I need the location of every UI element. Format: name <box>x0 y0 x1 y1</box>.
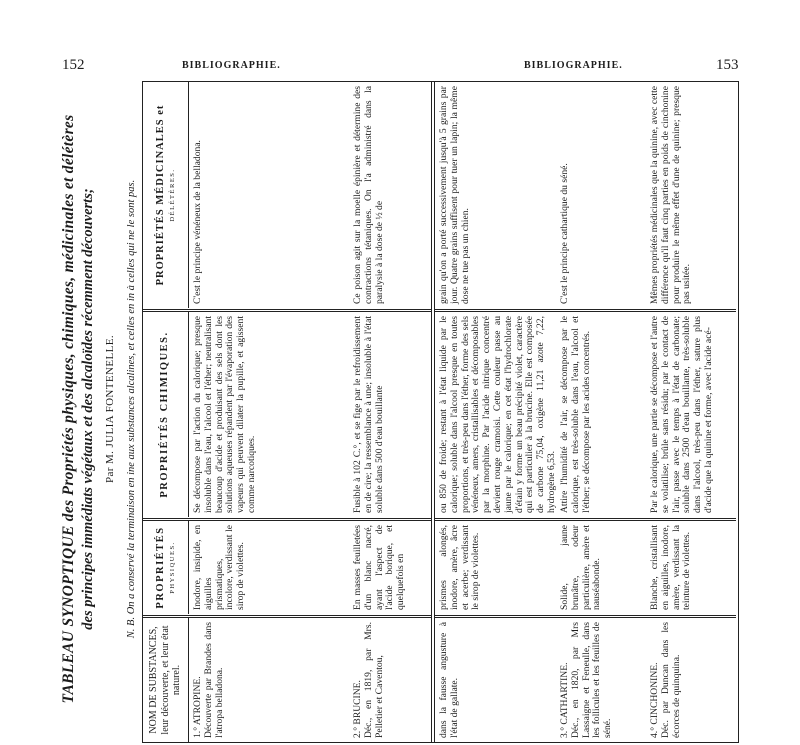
row-cinchonine-physical: Blanche, cristallisant en aiguilles, inodore, amère, verdissant la teinture de violettes. <box>649 525 693 610</box>
row-brucine-medicinal: Ce poison agit sur la moelle épinière et détermine des contractions tétaniques. On l'a administré dans la paralysie à la dose de ½ de <box>352 86 385 304</box>
synoptic-table <box>142 81 739 743</box>
row-brucine-physical: En masses feuilletées d'un blanc nacré, ayant l'aspect de l'acide borique, et quelquefois en <box>352 525 407 610</box>
table-title: TABLEAU SYNOPTIQUE des Propriétés physiques, chimiques, médicinales et délétères <box>60 114 77 704</box>
column-name <box>435 618 736 742</box>
row-cathartine-chemical: Attire l'humidité de l'air, se décompose par le calorique, est très-soluble dans l'eau, l'alcool et l'éther; se décompose par les acides concentrés. <box>559 316 592 513</box>
row-brucine-medicinal-cont: grain qu'on a porté successivement jusqu'à 5 grains par jour. Quatre grains suffisent pour tuer un lapin; la même dose ne tue pas un chien. <box>438 86 471 304</box>
column-rule <box>143 615 431 618</box>
page-number-left: 152 <box>62 57 85 73</box>
column-rule <box>435 309 736 312</box>
column-medicinal <box>143 82 431 308</box>
column-medicinal <box>435 82 736 308</box>
row-atropine-chemical: Se décompose par l'action du calorique; presque insoluble dans l'eau, l'alcool et l'éther; neutralisant beaucoup d'acide et produisant des sels dont les solutions aqueuses répandent par l'évaporation des vapeurs qui peuvent dilater la pupille, et agissent comme narcotiques. <box>192 316 257 513</box>
row-atropine-name: 1.° ATROPINE. Découverte par Brandes dans l'atropa belladona. <box>192 622 225 738</box>
header-physical: PROPRIÉTÉS PHYSIQUES. <box>143 521 189 614</box>
row-brucine-name: 2.° BRUCINE. Déc., en 1819, par Mrs. Pelletier et Caventou, <box>352 622 385 738</box>
book-spread <box>60 75 740 743</box>
column-rule <box>435 615 736 618</box>
row-brucine-source: dans la fausse angusture à l'état de gallate. <box>438 622 460 738</box>
column-name <box>143 618 431 742</box>
row-cathartine-name: 3.° CATHARTINE. Déc., en 1820, par Mrs Lassaigne et Feneulle, dans les follicules et les feuilles de séné. <box>559 622 614 738</box>
running-header-right: BIBLIOGRAPHIE. <box>524 60 623 71</box>
row-brucine-physical-cont: prismes alongés, inodore, amère, âcre et acerbe; verdissant le sirop de violettes. <box>438 525 482 610</box>
row-cathartine-medicinal: C'est le principe cathartique du séné. <box>559 163 570 304</box>
row-cinchonine-medicinal: Mêmes propriétés médicinales que la quinine, avec cette différence qu'il faut cinq parties en poids de cinchonine pour produire le même effet d'une de quinine; presque pas usitée. <box>649 86 693 304</box>
running-header-left: BIBLIOGRAPHIE. <box>182 60 281 71</box>
column-chemical <box>143 312 431 517</box>
row-atropine-physical: Inodore, insipide, en aiguilles prismatiques, incolore, verdissant le sirop de violettes. <box>192 525 247 610</box>
rotated-table-page <box>60 75 740 743</box>
page-number-right: 153 <box>716 57 739 73</box>
column-physical <box>143 521 431 614</box>
table-author: Par M. JULIA FONTENELLE. <box>104 335 116 484</box>
header-chemical: PROPRIÉTÉS CHIMIQUES. <box>143 312 189 517</box>
table-upper-half <box>143 82 431 742</box>
column-rule <box>143 518 431 521</box>
header-medicinal: PROPRIÉTÉS MÉDICINALES et DÉLÉTÈRES. <box>143 82 189 308</box>
column-rule <box>143 309 431 312</box>
row-brucine-chemical: Fusible à 102 C.°, et se fige par le refroidissement en de cire; la ressemblance à une; insoluble à l'état soluble dans 500 d'eau bouillante <box>352 316 385 513</box>
table-lower-half <box>435 82 736 742</box>
row-brucine-chemical-cont: ou 850 de froide; restant à l'état liquide par le calorique; soluble dans l'alcool presque en toutes proportions, et très-peu dans l'éther, forme des sels vénéneux, amers, cristallisables et décomposables par la morphine. Par l'acide nitrique concentré devient rouge cramoisi. Cette couleur passe au jaune par le calorique; en cet état l'hydrochlorate d'étain y forme un beau précipité violet, caractère qui est particulier à la brucine. Elle est composée de carbone 75,04, oxigène 11,21 azote 7,22, hydrogène 6,53. <box>438 316 557 513</box>
column-physical <box>435 521 736 614</box>
table-note: N. B. On a conservé la terminaison en ine aux substances alcalines, et celles en in à celles qui ne le sont pas. <box>126 179 137 639</box>
column-chemical <box>435 312 736 517</box>
row-cinchonine-chemical: Par le calorique, une partie se décompose et l'autre se volatilise; brûle sans résidu; par le contact de l'air, passe avec le temps à l'état de carbonate; soluble dans 2500 d'eau bouillante, très-soluble dans l'alcool, très-peu dans l'éther, sature plus d'acide que la quinine et forme, avec l'acide acé- <box>649 316 714 513</box>
row-cathartine-physical: Solide, jaune brunâtre, odeur particulière, amère et nauséabonde. <box>559 525 603 610</box>
header-name: NOM DE SUBSTANCES, leur découverte, et leur état naturel. <box>143 618 189 742</box>
table-subtitle: des principes immédiats végétaux et des alcaloïdes récemment découverts; <box>80 188 96 630</box>
row-atropine-medicinal: C'est le principe vénéneux de la belladona. <box>192 140 203 304</box>
row-cinchonine-name: 4.° CINCHONINE. Déc. par Duncan dans les écorces de quinquina. <box>649 622 682 738</box>
column-rule <box>435 518 736 521</box>
